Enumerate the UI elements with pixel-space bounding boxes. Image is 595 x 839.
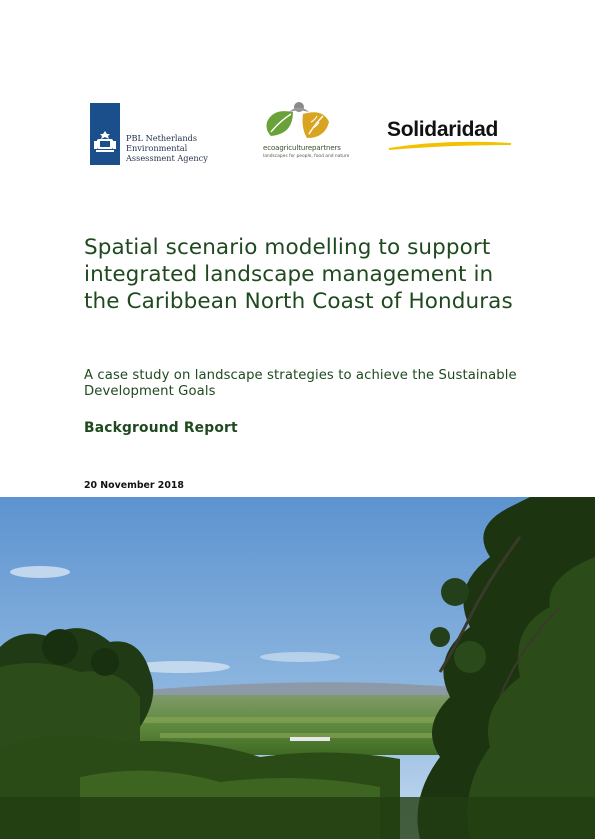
eco-logo-tagline: landscapes for people, food and nature: [263, 154, 350, 159]
coat-of-arms-icon: [90, 103, 120, 165]
pbl-line2: Assessment Agency: [126, 153, 208, 163]
report-type: Background Report: [84, 420, 238, 436]
pbl-logo: [90, 103, 250, 165]
leaf-wheat-icon: [263, 100, 343, 144]
eco-logo-name: ecoagriculturepartners: [263, 144, 341, 152]
solidaridad-logo-text: Solidaridad: [387, 118, 499, 141]
page-title: Spatial scenario modelling to support integrated landscape management in the Caribbean North Coast of Honduras: [84, 235, 513, 314]
solidaridad-logo: [387, 118, 517, 154]
pbl-crest-bar: [90, 103, 120, 165]
landscape-photo: [0, 497, 595, 839]
swoosh-icon: [387, 141, 513, 151]
logo-bar: [90, 100, 520, 168]
ecoagriculture-logo: [263, 100, 358, 168]
page-subtitle: A case study on landscape strategies to achieve the Sustainable Development Goals: [84, 368, 517, 399]
report-date: 20 November 2018: [84, 480, 184, 491]
pbl-line1: PBL Netherlands Environmental: [126, 133, 198, 153]
pbl-logo-text: [126, 133, 256, 163]
